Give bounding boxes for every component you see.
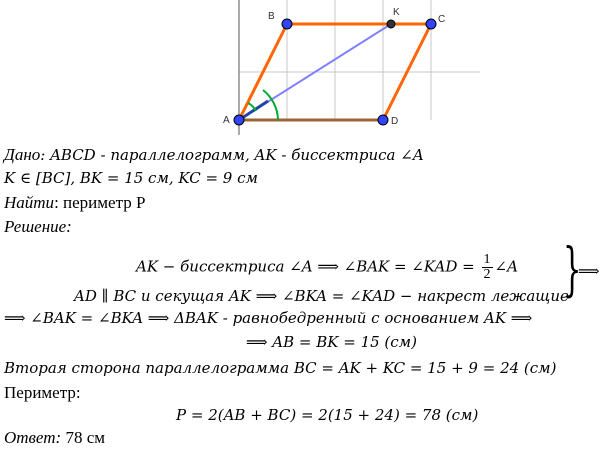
find-label: Найти [4,193,55,212]
find-text: : периметр P [54,193,146,212]
fraction-numerator: 1 [483,252,491,267]
fraction-denominator: 2 [483,267,491,282]
step-1-left: AK − биссектриса ∠A ⟹ ∠BAK = ∠KAD = [136,257,480,276]
given-text-1: : ABCD - параллелограмм, AK - биссектриса ∠A [40,146,424,164]
label-d: D [391,116,399,127]
solution-step-6: Периметр: [4,383,81,402]
parallelogram-figure [0,0,600,135]
solution-step-5: Вторая сторона параллелограмма BC = AK + KC = 15 + 9 = 24 (см) [4,359,557,377]
given-label: Дано [4,145,41,164]
solution-step-4: ⟹ AB = BK = 15 (см) [246,333,417,351]
fraction-half [482,253,493,282]
solution-step-3: ⟹ ∠BAK = ∠BKA ⟹ ΔBAK - равнобедренный с основанием AK ⟹ [4,309,533,327]
angle-arc-outer [263,90,278,120]
find-line [4,193,145,213]
point-k [387,20,395,28]
given-line-2: K ∈ [BC], BK = 15 см, KC = 9 см [4,169,258,187]
label-a: A [223,115,230,126]
right-brace: } [563,235,582,303]
point-a [234,115,244,125]
answer-text: 78 см [61,428,106,447]
solution-label: Решение: [4,217,72,236]
solution-step-1 [136,253,518,282]
point-b [282,19,292,29]
label-c: C [438,14,446,25]
label-b: B [268,11,275,22]
answer-line [4,428,105,448]
solution-step-2: AD ∥ BC и секущая AK ⟹ ∠BKA = ∠KAD − накрест лежащие [74,287,569,305]
point-c [426,19,436,29]
step-1-right: ∠A [494,257,518,276]
point-d [378,115,388,125]
brace-implies: ⟹ [578,262,600,280]
label-k: K [393,7,400,18]
given-line-1 [4,145,424,165]
solution-step-7: P = 2(AB + BC) = 2(15 + 24) = 78 (см) [176,406,479,424]
answer-label: Ответ: [4,428,62,447]
